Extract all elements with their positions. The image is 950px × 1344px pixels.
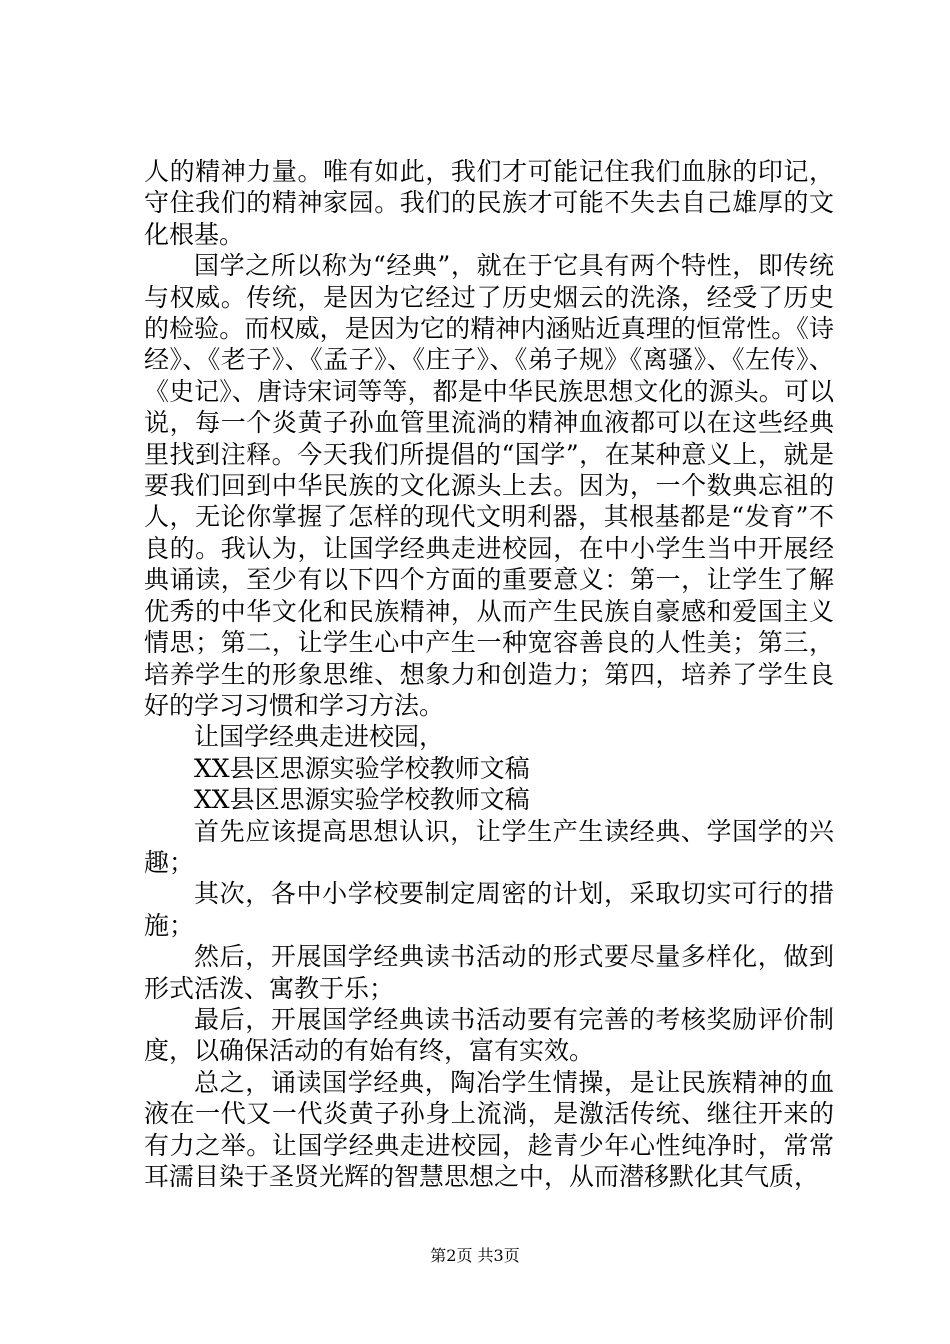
paragraph-3: 让国学经典走进校园， [194, 722, 445, 752]
paragraph-2: 国学之所以称为“经典”，就在于它具有两个特性，即传统与权威。传统，是因为它经过了历史烟云的洗涤，经受了历史的检验。而权威，是因为它的精神内涵贴近真理的恒常性。《诗经》、《老子》、《孟子》、《庄子》、《弟子规》《离骚》、《左传》、《史记》、唐诗宋词等等，都是中华民族思想文化的源头。可以说，每一个炎黄子孙血管里流淌的精神血液都可以在这些经典里找到注释。今天我们所提倡的“国学”，在某种意义上，就是要我们回到中华民族的文化源头上去。因为，一个数典忘祖的人，无论你掌握了怎样的现代文明利器，其根基都是“发育”不良的。我认为，让国学经典走进校园，在中小学生当中开展经典诵读，至少有以下四个方面的重要意义：第一，让学生了解优秀的中华文化和民族精神，从而产生民族自豪感和爱国主义情思；第二，让学生心中产生一种宽容善良的人性美；第三，培养学生的形象思维、想象力和创造力；第四，培养了学生良好的学习习惯和学习方法。 [144, 251, 834, 720]
paragraph-1: 人的精神力量。唯有如此，我们才可能记住我们血脉的印记，守住我们的精神家园。我们的民族才可能不失去自己雄厚的文化根基。 [144, 157, 834, 249]
paragraph-10: 总之，诵读国学经典，陶冶学生情操，是让民族精神的血液在一代又一代炎黄子孙身上流淌，是激活传统、继往开来的有力之举。让国学经典走进校园，趁青少年心性纯净时，常常耳濡目染于圣贤光辉的智慧思想之中，从而潜移默化其气质， [144, 1067, 834, 1191]
page-number-footer: 第2页 共3页 [430, 1246, 520, 1265]
paragraph-4: XX县区思源实验学校教师文稿 [194, 753, 530, 783]
paragraph-9: 最后，开展国学经典读书活动要有完善的考核奖励评价制度，以确保活动的有始有终，富有实效。 [144, 1004, 834, 1066]
paragraph-6: 首先应该提高思想认识，让学生产生读经典、学国学的兴趣； [144, 816, 834, 877]
document-body [144, 156, 834, 1192]
paragraph-8: 然后，开展国学经典读书活动的形式要尽量多样化，做到形式活泼、寓教于乐； [144, 942, 834, 1003]
paragraph-7: 其次，各中小学校要制定周密的计划，采取切实可行的措施； [144, 879, 834, 940]
paragraph-5: XX县区思源实验学校教师文稿 [194, 785, 530, 815]
